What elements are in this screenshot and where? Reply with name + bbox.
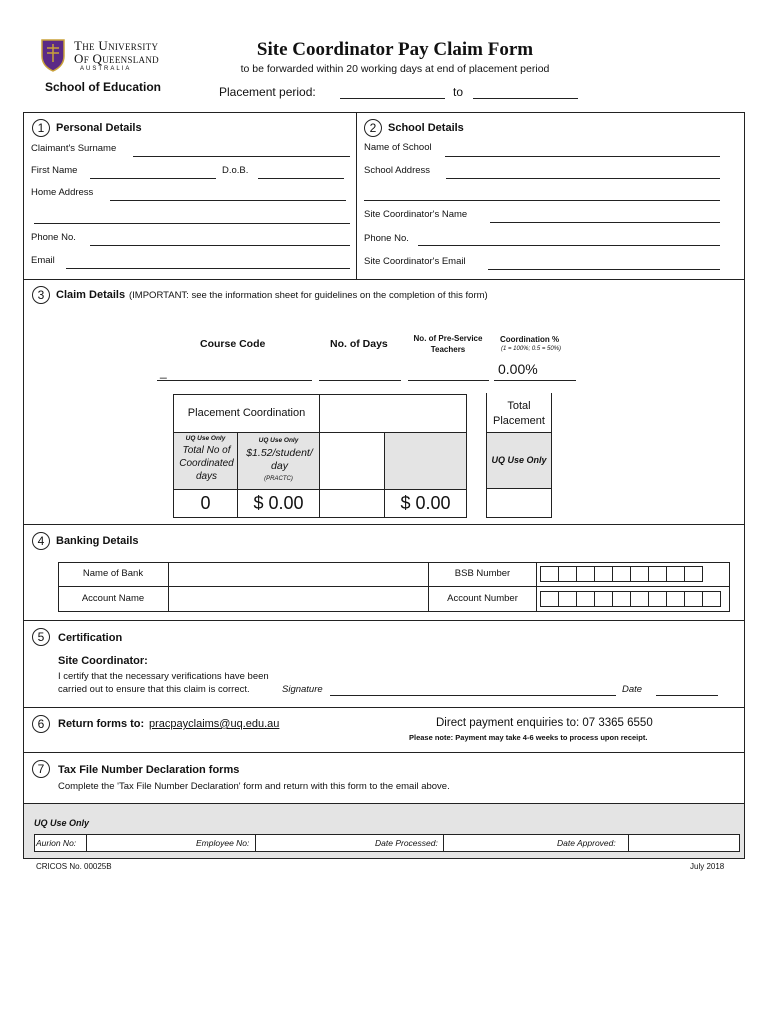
total-days-label: Total No of Coordinated days bbox=[179, 445, 234, 482]
university-name-line1: The University bbox=[74, 38, 159, 53]
claim-details-note: (IMPORTANT: see the information sheet for guidelines on the completion of this form) bbox=[129, 290, 488, 301]
account-number-digit-boxes[interactable] bbox=[540, 591, 720, 607]
total-days-value-cell bbox=[173, 489, 238, 518]
payment-note: Please note: Payment may take 4-6 weeks to process upon receipt. bbox=[409, 733, 648, 742]
no-days-header: No. of Days bbox=[330, 338, 388, 350]
return-email-link[interactable]: pracpayclaims@uq.edu.au bbox=[149, 718, 280, 730]
dob-field[interactable] bbox=[258, 178, 344, 179]
tax-file-heading: Tax File Number Declaration forms bbox=[58, 764, 240, 776]
rate-cell bbox=[237, 432, 320, 490]
coordinator-name-label: Site Coordinator's Name bbox=[364, 209, 468, 220]
divider bbox=[23, 524, 745, 525]
coordinator-email-field[interactable] bbox=[488, 269, 720, 270]
total-days-value: 0 bbox=[200, 493, 211, 513]
email-field[interactable] bbox=[66, 268, 350, 269]
coordination-header: Coordination % bbox=[500, 335, 560, 344]
school-address-field-line2[interactable] bbox=[364, 200, 720, 201]
claim-details-heading: Claim Details bbox=[56, 289, 126, 301]
preservice-header: No. of Pre-Service Teachers bbox=[413, 334, 483, 354]
certification-heading: Certification bbox=[58, 632, 123, 644]
total-placement-label: Total Placement bbox=[493, 400, 545, 427]
coordination-value[interactable]: 0.00% bbox=[498, 361, 538, 377]
amount1-cell bbox=[237, 489, 320, 518]
date-label: Date bbox=[622, 684, 643, 695]
uq-use-only-small-label: UQ Use Only bbox=[258, 437, 299, 444]
personal-details-heading: Personal Details bbox=[56, 122, 142, 134]
amount2-value: $ 0.00 bbox=[400, 493, 451, 513]
school-name: School of Education bbox=[45, 80, 161, 94]
section-number-3: 3 bbox=[32, 286, 50, 304]
school-address-field[interactable] bbox=[446, 178, 720, 179]
section-number-6: 6 bbox=[32, 715, 50, 733]
period-label: Placement period: bbox=[219, 85, 316, 99]
form-date: July 2018 bbox=[690, 862, 725, 871]
tax-file-text: Complete the 'Tax File Number Declaration' form and return with this form to the email above. bbox=[58, 781, 450, 792]
processed-label: Date Processed: bbox=[375, 838, 438, 848]
date-field[interactable] bbox=[656, 695, 718, 696]
aurion-field[interactable] bbox=[86, 835, 194, 851]
divider bbox=[356, 113, 357, 279]
approved-field[interactable] bbox=[628, 835, 739, 851]
course-code-value: _ bbox=[160, 365, 167, 379]
email-label: Email bbox=[31, 255, 55, 266]
account-name-label: Account Name bbox=[81, 593, 145, 604]
school-name-field[interactable] bbox=[445, 156, 720, 157]
phone-field[interactable] bbox=[90, 245, 350, 246]
uq-use-only-small-label: UQ Use Only bbox=[185, 435, 226, 442]
placement-grey-cell bbox=[384, 432, 467, 490]
divider bbox=[23, 279, 745, 280]
surname-field[interactable] bbox=[133, 156, 350, 157]
surname-label: Claimant's Surname bbox=[31, 143, 117, 154]
placement-coord-label-cell bbox=[173, 394, 320, 433]
divider bbox=[23, 620, 745, 621]
school-details-heading: School Details bbox=[388, 122, 464, 134]
approved-label: Date Approved: bbox=[557, 838, 616, 848]
signature-label: Signature bbox=[282, 684, 323, 695]
divider bbox=[23, 707, 745, 708]
dob-label: D.o.B. bbox=[222, 165, 249, 176]
period-start-field[interactable] bbox=[340, 98, 445, 99]
coordinator-email-label: Site Coordinator's Email bbox=[364, 256, 466, 267]
total-placement-value-cell bbox=[486, 488, 552, 518]
home-address-field[interactable] bbox=[110, 200, 346, 201]
certification-text-line2: carried out to ensure that this claim is correct. bbox=[58, 684, 250, 695]
no-days-field[interactable] bbox=[319, 380, 401, 381]
section-number-5: 5 bbox=[32, 628, 50, 646]
rate-note: (PRACTC) bbox=[264, 476, 293, 482]
page-title: Site Coordinator Pay Claim Form bbox=[256, 39, 534, 60]
placement-coord-label: Placement Coordination bbox=[187, 407, 306, 419]
placement-coord-empty-cell bbox=[319, 394, 467, 433]
signature-field[interactable] bbox=[330, 695, 616, 696]
coordination-note: (1 = 100%; 0.5 = 50%) bbox=[501, 346, 562, 352]
coordination-field[interactable] bbox=[494, 380, 576, 381]
school-phone-label: Phone No. bbox=[364, 233, 409, 244]
section-number-7: 7 bbox=[32, 760, 50, 778]
university-country: AUSTRALIA bbox=[80, 66, 132, 72]
amount2-cell bbox=[384, 489, 467, 518]
processed-field[interactable] bbox=[443, 835, 555, 851]
phone-label: Phone No. bbox=[31, 232, 76, 243]
school-phone-field[interactable] bbox=[418, 245, 720, 246]
course-code-header: Course Code bbox=[200, 338, 266, 350]
uq-use-only-label: UQ Use Only bbox=[491, 455, 547, 465]
period-to-label: to bbox=[453, 85, 464, 99]
section-number-1: 1 bbox=[32, 119, 50, 137]
bank-name-field[interactable] bbox=[169, 563, 428, 586]
home-address-field-line2[interactable] bbox=[34, 223, 350, 224]
coordinator-name-field[interactable] bbox=[490, 222, 720, 223]
bsb-digit-boxes[interactable] bbox=[540, 566, 702, 582]
university-logo bbox=[40, 38, 170, 78]
amount1-value: $ 0.00 bbox=[253, 493, 304, 513]
employee-field[interactable] bbox=[255, 835, 373, 851]
page-subtitle: to be forwarded within 20 working days at end of placement period bbox=[240, 63, 550, 75]
divider bbox=[23, 752, 745, 753]
enquiries-text: Direct payment enquiries to: 07 3365 6550 bbox=[436, 717, 653, 729]
empty-value-cell bbox=[319, 489, 385, 518]
first-name-label: First Name bbox=[31, 165, 78, 176]
first-name-field[interactable] bbox=[90, 178, 216, 179]
crest-icon bbox=[40, 38, 66, 72]
cricos-number: CRICOS No. 00025B bbox=[36, 862, 112, 871]
uq-use-only-cell bbox=[486, 432, 552, 489]
course-code-field[interactable] bbox=[157, 380, 312, 381]
site-coordinator-heading: Site Coordinator: bbox=[58, 655, 148, 667]
university-name-line2: Of Queensland bbox=[74, 51, 159, 66]
certification-text-line1: I certify that the necessary verifications have been bbox=[58, 671, 269, 682]
uq-footer-title: UQ Use Only bbox=[34, 818, 90, 828]
preservice-field[interactable] bbox=[408, 380, 489, 381]
bsb-label: BSB Number bbox=[454, 568, 511, 579]
school-address-label: School Address bbox=[364, 165, 431, 176]
rate-label: $1.52/student/ day bbox=[246, 447, 313, 472]
banking-col-divider bbox=[536, 562, 537, 612]
account-name-field[interactable] bbox=[169, 587, 428, 611]
home-address-label: Home Address bbox=[31, 187, 94, 198]
banking-details-heading: Banking Details bbox=[56, 535, 139, 547]
section-number-4: 4 bbox=[32, 532, 50, 550]
employee-label: Employee No: bbox=[196, 838, 250, 848]
aurion-label: Aurion No: bbox=[36, 838, 77, 848]
section-number-2: 2 bbox=[364, 119, 382, 137]
total-days-cell bbox=[173, 432, 238, 490]
period-end-field[interactable] bbox=[473, 98, 578, 99]
account-number-label: Account Number bbox=[447, 593, 518, 604]
placement-empty-cell bbox=[319, 432, 385, 490]
return-forms-heading: Return forms to: bbox=[58, 718, 145, 730]
school-name-label: Name of School bbox=[364, 142, 432, 153]
bank-name-label: Name of Bank bbox=[82, 568, 144, 579]
